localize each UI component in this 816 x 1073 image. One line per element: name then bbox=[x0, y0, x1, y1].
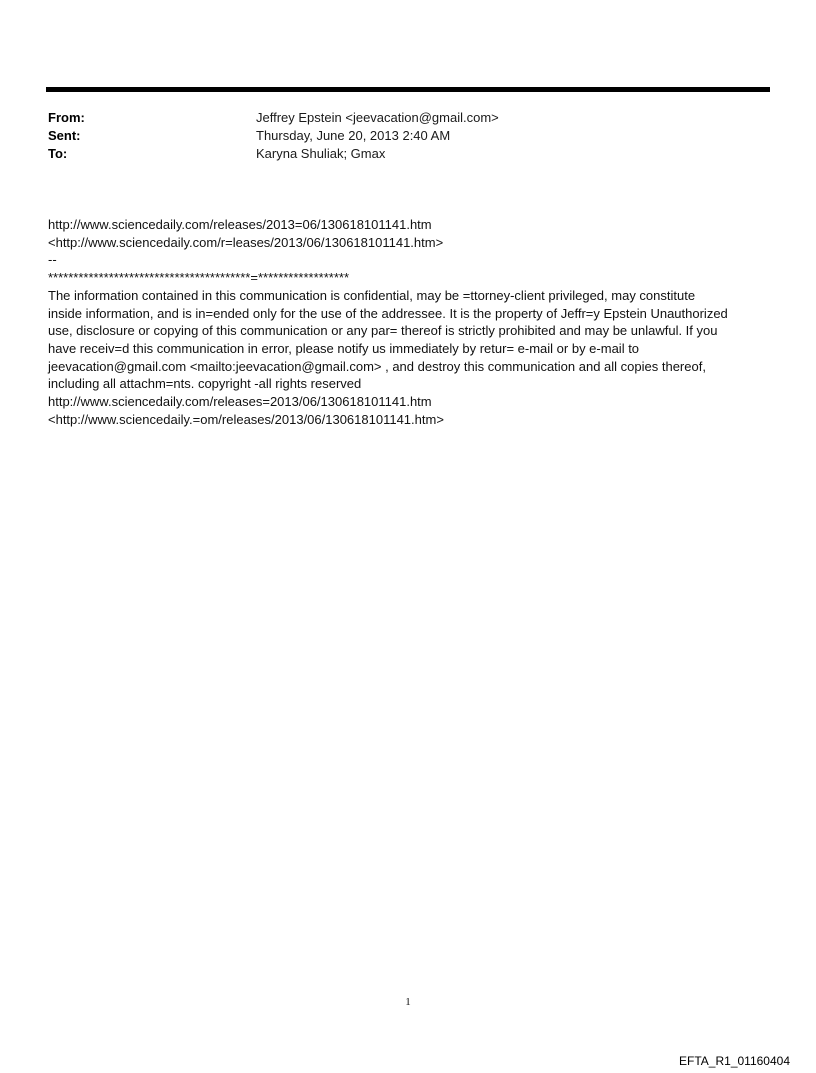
to-row bbox=[48, 145, 768, 163]
email-body bbox=[48, 216, 774, 428]
header-divider bbox=[46, 87, 770, 92]
email-header bbox=[48, 109, 768, 163]
sent-label: Sent: bbox=[48, 128, 81, 143]
disclaimer-line: jeevacation@gmail.com <mailto:jeevacation@gmail.com> , and destroy this communication and all copies thereof, bbox=[48, 358, 706, 374]
disclaimer-paragraph bbox=[48, 287, 774, 393]
disclaimer-line: The information contained in this communication is confidential, may be =ttorney-client privileged, may constitute bbox=[48, 287, 696, 303]
sent-row bbox=[48, 127, 768, 145]
from-value: Jeffrey Epstein <jeevacation@gmail.com> bbox=[256, 110, 499, 125]
from-label: From: bbox=[48, 110, 85, 125]
to-label: To: bbox=[48, 146, 68, 161]
article-link[interactable]: http://www.sciencedaily.com/releases/2013=06/130618101141.htm bbox=[48, 217, 432, 232]
from-row bbox=[48, 109, 768, 127]
asterisk-separator: ****************************************=****************** bbox=[48, 270, 350, 286]
bates-number: EFTA_R1_01160404 bbox=[679, 1054, 790, 1068]
to-value: Karyna Shuliak; Gmax bbox=[256, 146, 386, 161]
disclaimer-line: including all attachm=nts. copyright -all rights reserved bbox=[48, 376, 362, 392]
disclaimer-line: inside information, and is in=ended only for the use of the addressee. It is the property of Jeffr=y Epstein Unauthorized bbox=[48, 305, 728, 321]
article-link-repeat-bracketed[interactable]: <http://www.sciencedaily.=om/releases/2013/06/130618101141.htm> bbox=[48, 411, 444, 427]
article-link-repeat[interactable]: http://www.sciencedaily.com/releases=2013/06/130618101141.htm bbox=[48, 394, 432, 410]
page-number: 1 bbox=[405, 996, 411, 1008]
sent-value: Thursday, June 20, 2013 2:40 AM bbox=[256, 128, 451, 143]
disclaimer-line: have receiv=d this communication in error, please notify us immediately by retur= e-mail or by e-mail to bbox=[48, 340, 640, 356]
article-link-bracketed[interactable]: <http://www.sciencedaily.com/r=leases/2013/06/130618101141.htm> bbox=[48, 234, 444, 250]
disclaimer-line: use, disclosure or copying of this communication or any par= thereof is strictly prohibited and may be unlawful. If you bbox=[48, 323, 718, 339]
signature-separator: -- bbox=[48, 252, 57, 268]
